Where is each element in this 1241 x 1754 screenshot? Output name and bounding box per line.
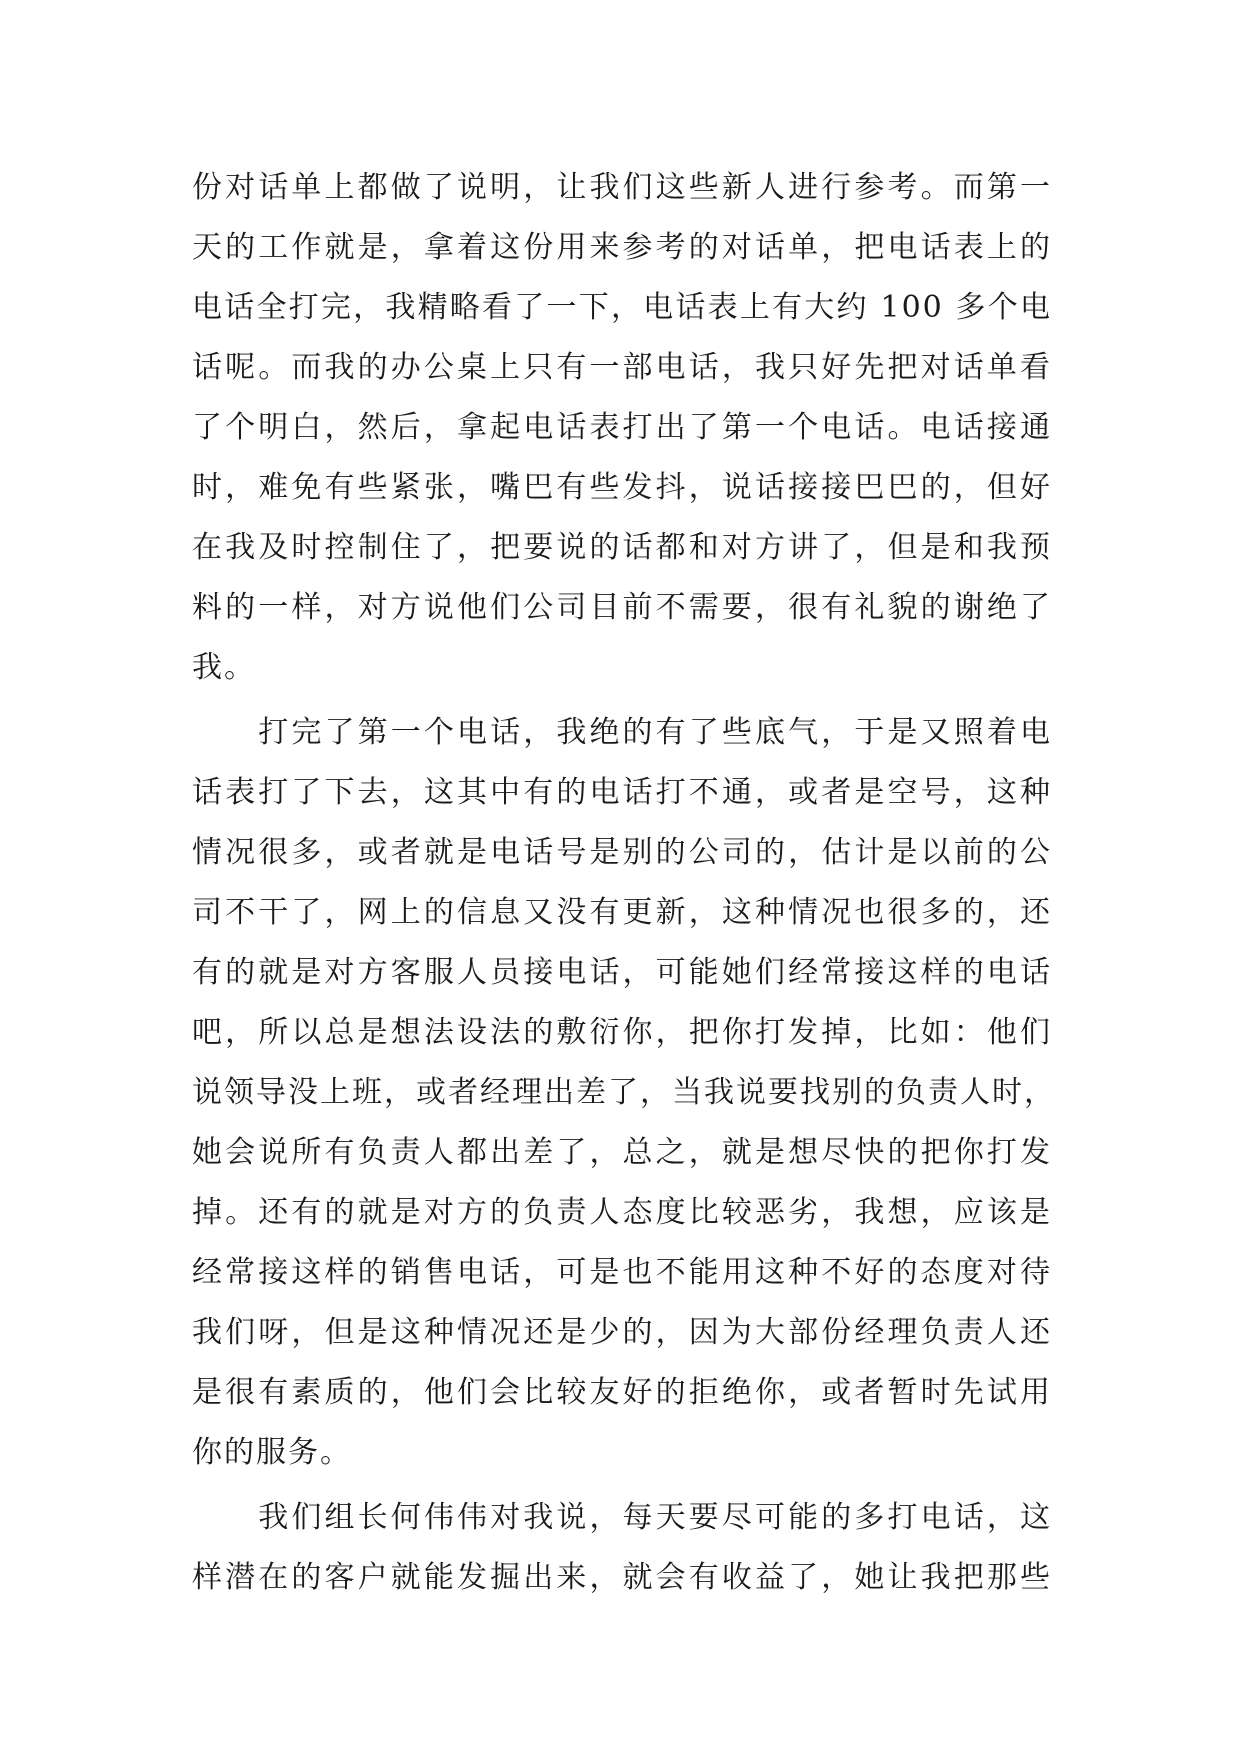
text-line: 时，难免有些紧张，嘴巴有些发抖，说话接接巴巴的，但好 [192, 470, 1052, 505]
text-line: 她会说所有负责人都出差了，总之，就是想尽快的把你打发 [192, 1135, 1052, 1170]
text-line: 天的工作就是，拿着这份用来参考的对话单，把电话表上的 [192, 230, 1052, 265]
text-line: 份对话单上都做了说明，让我们这些新人进行参考。而第一 [192, 170, 1052, 205]
text-line: 了个明白，然后，拿起电话表打出了第一个电话。电话接通 [192, 410, 1052, 445]
text-line: 你的服务。 [192, 1435, 352, 1470]
text-line: 我。 [192, 650, 256, 685]
text-line: 有的就是对方客服人员接电话，可能她们经常接这样的电话 [192, 955, 1052, 990]
text-line: 话呢。而我的办公桌上只有一部电话，我只好先把对话单看 [192, 350, 1052, 385]
text-line: 司不干了，网上的信息又没有更新，这种情况也很多的，还 [192, 895, 1052, 930]
text-line: 料的一样，对方说他们公司目前不需要，很有礼貌的谢绝了 [192, 590, 1052, 625]
text-line: 打完了第一个电话，我绝的有了些底气，于是又照着电 [192, 715, 1052, 750]
text-line: 掉。还有的就是对方的负责人态度比较恶劣，我想，应该是 [192, 1195, 1052, 1230]
document-body [192, 158, 1056, 1608]
text-line: 情况很多，或者就是电话号是别的公司的，估计是以前的公 [192, 835, 1052, 870]
text-line: 是很有素质的，他们会比较友好的拒绝你，或者暂时先试用 [192, 1375, 1052, 1410]
paragraph-3 [192, 1488, 1052, 1608]
text-line: 我们呀，但是这种情况还是少的，因为大部份经理负责人还 [192, 1315, 1052, 1350]
text-line: 说领导没上班，或者经理出差了，当我说要找别的负责人时， [192, 1075, 1056, 1110]
paragraph-2 [192, 703, 1056, 1483]
text-line: 样潜在的客户就能发掘出来，就会有收益了，她让我把那些 [192, 1560, 1052, 1595]
text-line: 吧，所以总是想法设法的敷衍你，把你打发掉，比如：他们 [192, 1015, 1052, 1050]
paragraph-1 [192, 158, 1052, 698]
text-line: 在我及时控制住了，把要说的话都和对方讲了，但是和我预 [192, 530, 1052, 565]
text-line: 话表打了下去，这其中有的电话打不通，或者是空号，这种 [192, 775, 1052, 810]
text-line: 经常接这样的销售电话，可是也不能用这种不好的态度对待 [192, 1255, 1052, 1290]
text-line: 电话全打完，我精略看了一下，电话表上有大约 100 多个电 [192, 290, 1052, 325]
text-line: 我们组长何伟伟对我说，每天要尽可能的多打电话，这 [192, 1500, 1052, 1535]
